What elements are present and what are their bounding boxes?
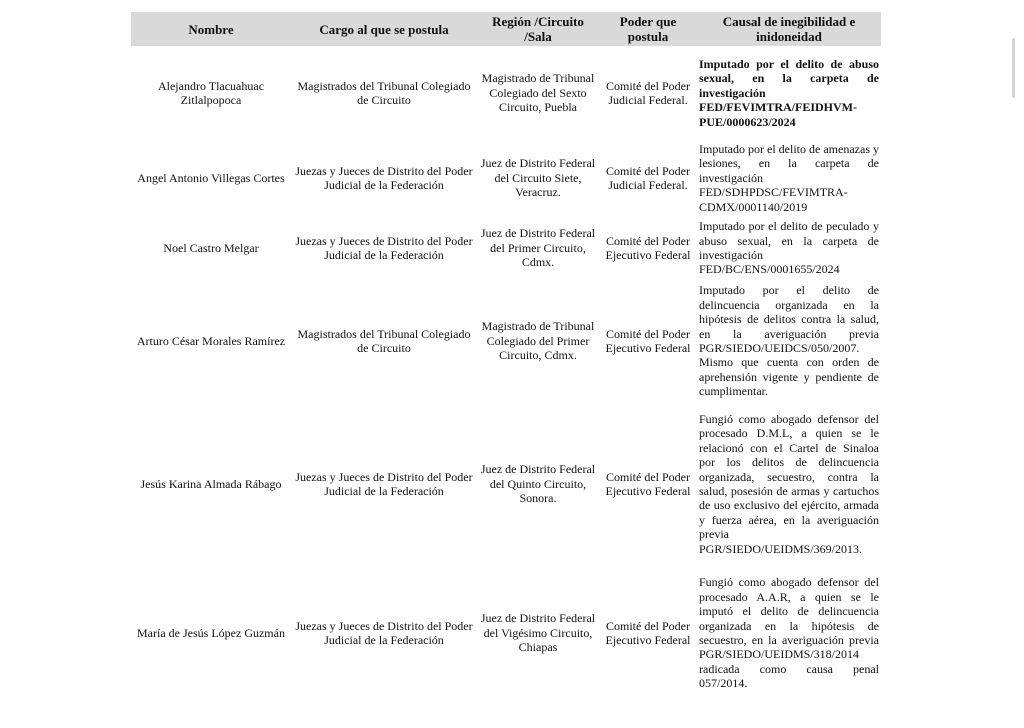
cell-poder: Comité del Poder Ejecutivo Federal	[605, 326, 691, 356]
cell-cargo: Magistrados del Tribunal Colegiado de Circuito	[297, 326, 471, 356]
cell-poder: Comité del Poder Ejecutivo Federal	[605, 618, 691, 648]
cell-nombre: Alejandro Tlacuahuac Zitlalpopoca	[157, 78, 265, 107]
cell-region: Juez de Distrito Federal del Primer Circuito, Cdmx.	[480, 226, 596, 270]
cell-nombre: Angel Antonio Villegas Cortes	[137, 170, 285, 185]
table-row	[131, 140, 881, 216]
cell-nombre: Noel Castro Melgar	[163, 240, 259, 255]
cell-causal: Imputado por el delito de abuso sexual, en la carpeta de investigación FED/FEVIMTRA/FEIDHVM-PUE/0000623/2024	[699, 56, 879, 129]
cell-causal: Imputado por el delito de delincuencia organizada en la hipótesis de delitos contra la salud, en la averiguación previa PGR/SIEDO/UEIDCS/050/2007. Mismo que cuenta con orden de aprehensión vigente y pendiente de cumplimentar.	[699, 283, 879, 399]
table-header-row	[131, 12, 881, 46]
cell-region: Juez de Distrito Federal del Vigésimo Circuito, Chiapas	[480, 611, 596, 655]
cell-cargo: Juezas y Jueces de Distrito del Poder Judicial de la Federación	[295, 163, 473, 193]
candidates-table	[131, 12, 881, 700]
cell-causal: Imputado por el delito de amenazas y lesiones, en la carpeta de investigación FED/SDHPDSC/FEVIMTRA-CDMX/0001140/2019	[699, 142, 879, 214]
cell-causal: Imputado por el delito de peculado y abuso sexual, en la carpeta de investigación FED/BC/ENS/0001655/2024	[699, 219, 879, 277]
header-causal: Causal de inegibilidad e inidoneidad	[697, 12, 881, 46]
cell-poder: Comité del Poder Judicial Federal.	[606, 163, 690, 193]
table-row	[131, 216, 881, 280]
table-row	[131, 280, 881, 402]
cell-cargo: Juezas y Jueces de Distrito del Poder Judicial de la Federación	[295, 469, 473, 499]
header-cargo: Cargo al que se postula	[291, 12, 477, 46]
table-row	[131, 46, 881, 140]
cell-causal: Fungió como abogado defensor del procesado D.M.L, a quien se le relacionó con el Cartel de Sinaloa por los delitos de delincuencia organizada, secuestro, contra la salud, posesión de armas y cartuchos de uso exclusivo del ejército, armada y fuerza aérea, en la averiguación previa PGR/SIEDO/UEIDMS/369/2013.	[699, 412, 879, 556]
cell-cargo: Magistrados del Tribunal Colegiado de Circuito	[297, 78, 471, 107]
cell-poder: Comité del Poder Judicial Federal.	[606, 78, 690, 107]
cell-region: Juez de Distrito Federal del Circuito Siete, Veracruz.	[480, 156, 596, 200]
header-region: Región /Circuito /Sala	[477, 12, 599, 46]
cell-nombre: María de Jesús López Guzmán	[137, 625, 285, 640]
cell-region: Magistrado de Tribunal Colegiado del Sexto Circuito, Puebla	[481, 71, 595, 115]
cell-causal: Fungió como abogado defensor del procesado A.A.R, a quien se le imputó el delito de delincuencia organizada en la hipótesis de secuestro, en la averiguación previa PGR/SIEDO/UEIDMS/318/2014 radicada como causa penal 057/2014.	[699, 575, 879, 691]
cell-cargo: Juezas y Jueces de Distrito del Poder Judicial de la Federación	[295, 618, 473, 648]
table-row	[131, 566, 881, 700]
cell-poder: Comité del Poder Ejecutivo Federal	[605, 469, 691, 499]
cell-region: Juez de Distrito Federal del Quinto Circuito, Sonora.	[480, 462, 596, 506]
scrollbar-thumb[interactable]	[1012, 38, 1015, 98]
cell-cargo: Juezas y Jueces de Distrito del Poder Judicial de la Federación	[295, 233, 473, 263]
header-nombre: Nombre	[131, 12, 291, 46]
header-poder: Poder que postula	[599, 12, 697, 46]
cell-poder: Comité del Poder Ejecutivo Federal	[605, 233, 691, 263]
cell-region: Magistrado de Tribunal Colegiado del Primer Circuito, Cdmx.	[481, 319, 595, 363]
table-row	[131, 402, 881, 566]
cell-nombre: Jesús Karina Almada Rábago	[140, 476, 282, 491]
cell-nombre: Arturo César Morales Ramírez	[136, 333, 286, 348]
